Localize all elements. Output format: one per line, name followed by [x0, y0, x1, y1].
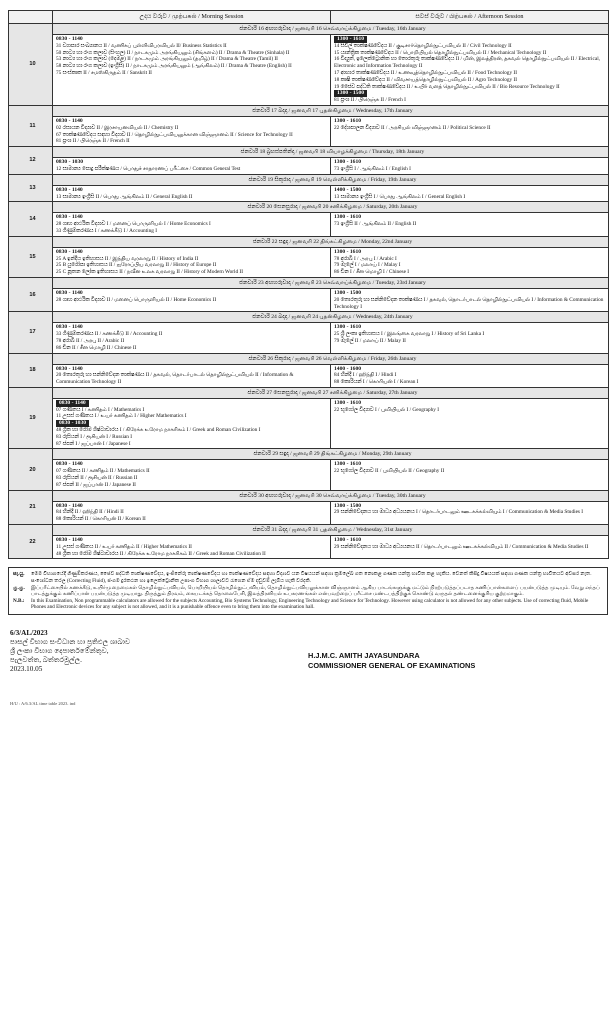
session-time: 0830 - 1140 [56, 186, 83, 193]
subject-entry: 87 ජපන් I / ஜப்பான் I / Japanese I [56, 440, 131, 447]
session-block-list [331, 289, 608, 311]
subject-entry: 25 A ඉන්දීය ඉතිහාසය II / இந்திய வரலாறு II / History of India II [56, 255, 199, 262]
morning-cell [53, 116, 331, 146]
date-band-row [9, 525, 609, 536]
subject-entry: 20 තොරතුරු හා සන්නිවේදන තාක්ෂණය I / தகவல், தொடர்பாடல் தொழில்நுட்பவியல் I / Information & Communication Technology I [334, 296, 604, 310]
date-band-row [9, 24, 609, 35]
subject-entry: 15 යාන්ත්‍රික තාක්ෂණවේදය II / பொறியியல் தொழில்நுட்பவியல் II / Mechanical Technology II [334, 49, 547, 56]
subject-entry: 88 කොරියන් I / கொரியன் I / Korean I [334, 379, 419, 386]
subject-entry: 16 විද්‍යුත්, ඉලෙක්ට්‍රොනික හා තොරතුරු තාක්ෂණවේදය II / மின், இலத்திரன், தகவல் தொழில்நுட்பவியல் II / Electrical, Electronic and Information Technology II [334, 56, 601, 70]
date-label: ජනවාරි 30 අඟහරුවාදා / ஜனவரி 30 செவ்வாய்க்கிழமை / Tuesday, 30th January [239, 492, 426, 499]
date-band [53, 174, 609, 185]
session-block-list [331, 365, 608, 387]
subject-entry: 22 භූගෝල විද්‍යාව I / புவியியல் I / Geography I [334, 406, 440, 413]
office-address [10, 629, 130, 674]
day-number: 14 [9, 202, 53, 236]
morning-cell [53, 460, 331, 490]
day-number: 13 [9, 174, 53, 202]
session-time: 1300 - 1610 [334, 461, 362, 468]
morning-cell [53, 35, 331, 106]
date-label: ජනවාරි 23 අඟහරුවාදා / ஜனவரி 23 செவ்வாய்க்கிழமை / Tuesday, 23rd January [239, 279, 426, 286]
subject-entry: 22 දේශපාලන විද්‍යාව II / அரசியல் விஞ்ஞானம் II / Political Science II [334, 124, 491, 131]
date-band-row [9, 236, 609, 247]
session-time: 1300 - 1610 [334, 248, 362, 255]
session-time: 0830 - 1140 [56, 461, 83, 468]
afternoon-cell [331, 185, 609, 202]
morning-cell [53, 213, 331, 236]
subject-entry: 79 මැලේ II / மலாய் II / Malay II [334, 337, 406, 344]
afternoon-cell [331, 35, 609, 106]
date-band [53, 387, 609, 398]
subject-entry: 11 උසස් ගණිතය II / உயர் கணிதம் II / Higher Mathematics II [56, 543, 192, 550]
morning-cell [53, 536, 331, 559]
signatory-title: COMMISSIONER GENERAL OF EXAMINATIONS [308, 661, 476, 670]
session-time: 0830 - 1140 [56, 214, 83, 221]
address-line-3: පැලවත්ත, බත්තරමුල්ල. [10, 656, 82, 664]
day-number: 20 [9, 449, 53, 490]
subject-entry: 07 ගණිතය II / கணிதம் II / Mathematics II [56, 468, 150, 475]
session-block-list [331, 213, 608, 229]
note-text: මෙම විභාගයේදී ගිණුම්කරණය, ජෛව පද්ධති තාක්ෂණවේදය, ඉංජිනේරු තාක්ෂණවේදය හා තාක්ෂණවේදය සඳහා විද්‍යාව යන විෂයයන් සඳහා ක්‍රමලේඛ ගත නොකළ ගණක යන්ත්‍ර භාවිත කළ හැකිය. වෙනත් කිසිදු විෂයයක් සඳහා ගණක යන්ත්‍ර භාවිතයට අවසර නැත. සංශෝධන තරල (Correcting Fluid), ජංගම දුරකථන හා ඉලෙක්ට්‍රොනික උපාංග විභාග ශාලාවට රැගෙන ඒම දඬුවම් ලැබිය හැකි වරදකි. [31, 571, 592, 585]
date-label: ජනවාරි 24 බදාදා / ஜனவரி 24 புதன்கிழமை / Wednesday, 24th January [252, 314, 413, 321]
subject-entry: 84 හින්දි II / ஹிந்தி II / Hindi II [56, 509, 124, 516]
morning-cell [53, 323, 331, 353]
session-block-list [53, 158, 330, 174]
afternoon-cell [331, 247, 609, 277]
session-time: 1300 - 1610 [334, 117, 362, 124]
session-block-list [53, 399, 330, 449]
day-number: 11 [9, 105, 53, 146]
subject-entry: 28 ගෘහ ආර්ථික විද්‍යාව I / மனைப் பொருளியல் I / Home Economics I [56, 221, 211, 228]
timetable [8, 10, 609, 559]
session-time: 0830 - 1140 [56, 502, 83, 509]
session-block-list [53, 536, 330, 558]
corner-cell [9, 11, 53, 24]
morning-cell [53, 247, 331, 277]
morning-cell [53, 501, 331, 524]
subject-entry: 87 ජපන් II / ஜப்பான் II / Japanese II [56, 481, 136, 488]
session-row [9, 536, 609, 559]
day-number: 21 [9, 490, 53, 524]
date-band-row [9, 105, 609, 116]
session-block-list [53, 460, 330, 489]
subject-entry: 73 ඉංග්‍රීසි II / ஆங்கிலம் II / English II [334, 221, 417, 228]
session-header-row [9, 11, 609, 24]
date-band [53, 353, 609, 364]
date-band-row [9, 449, 609, 460]
date-band [53, 490, 609, 501]
date-band [53, 525, 609, 536]
date-label: ජනවාරි 19 සිකුරාදා / ஜனவரி 19 வெள்ளிக்கிழமை / Friday, 19th January [248, 176, 417, 183]
subject-entry: 86 චීන I / சீன மொழி I / Chinese I [334, 269, 410, 276]
timetable-sheet [8, 10, 608, 709]
session-time: 1300 - 1610 [334, 324, 362, 331]
subject-entry: 14 සිවිල් තාක්ෂණවේදය II / குடிசார்தொழில்நுட்பவியல் II / Civil Technology II [334, 42, 512, 49]
date-band [53, 312, 609, 323]
session-block-list [331, 35, 608, 105]
date-band [53, 147, 609, 158]
subject-entry: 07 ගණිතය I / கணிதம் I / Mathematics I [56, 406, 145, 413]
session-time: 0830 - 1140 [56, 400, 89, 407]
afternoon-cell [331, 116, 609, 146]
subject-entry: 53 නාට්‍ය හා රංග කලාව (දෙමළ) II / நாடகமும் அரங்கியலும் (தமிழ்) II / Drama & Theatre (Tamil) II [56, 56, 278, 63]
subject-entry: 22 භූගෝල විද්‍යාව II / புவியியல் II / Geography II [334, 468, 445, 475]
signatory-name: H.J.M.C. AMITH JAYASUNDARA [308, 651, 420, 660]
date-band-row [9, 387, 609, 398]
session-time: 0830 - 1140 [56, 365, 83, 372]
subject-entry: 25 ශ්‍රී ලංකා ඉතිහාසය I / இலங்கை வரலாறு I / History of Sri Lanka I [334, 331, 485, 338]
subject-entry: 84 හින්දි I / ஹிந்தி I / Hindi I [334, 372, 397, 379]
subject-entry: 13 සාමාන්‍ය ඉංග්‍රීසි II / பொது ஆங்கிலம் II / General English II [56, 193, 193, 200]
date-label: ජනවාරි 31 බදාදා / ஜனவரி 31 புதன்கிழமை / Wednesday, 31st January [252, 527, 413, 534]
session-time: 1300 - 1610 [334, 399, 362, 406]
session-time: 0830 - 1140 [56, 324, 83, 331]
subject-entry: 81 ප්‍රංශ II / பிரெஞ்சு II / French II [56, 138, 130, 145]
subject-entry: 28 ගෘහ ආර්ථික විද්‍යාව II / மனைப் பொருளியல் II / Home Economics II [56, 296, 217, 303]
afternoon-cell [331, 398, 609, 449]
morning-cell [53, 185, 331, 202]
session-block-list [53, 213, 330, 235]
session-time: 1300 - 1610 [334, 159, 362, 166]
date-label: ජනවාරි 27 සෙනසුරාදා / ஜனவரி 27 சனிக்கிழமை / Saturday, 27th January [247, 389, 418, 396]
session-block-list [53, 186, 330, 202]
morning-cell [53, 158, 331, 175]
subject-entry: 88 කොරියන් II / கொரியன் II / Korean II [56, 516, 146, 523]
session-time: 1300 - 1500 [334, 289, 362, 296]
date-label: ජනවාරි 29 සඳුදා / ஜனவரி 29 திங்கட்கிழமை / Monday, 29th January [253, 451, 412, 458]
session-time: 1300 - 1610 [334, 214, 362, 221]
date-band-row [9, 353, 609, 364]
session-block-list [331, 399, 608, 415]
session-block-list [53, 35, 330, 78]
subject-entry: 83 රුසියන් II / ரூசியன் II / Russian II [56, 475, 138, 482]
morning-session-header: උදය වරුව / முற்பகல் / Morning Session [53, 11, 331, 24]
session-row [9, 364, 609, 387]
signatory [308, 651, 475, 671]
subject-entry: 58 නාට්‍ය හා රංග කලාව (ඉංග්‍රීසි) II / நாடகமும் அரங்கியலும் (ஆங்கிலம்) II / Drama & Theatre (English) II [56, 63, 292, 70]
subject-entry: 19 ජෛව පද්ධති තාක්ෂණවේදය II / உயிர் வளத் தொழில்நுட்பவியல் II / Bio Resource Technology II [334, 83, 560, 90]
session-time: 0830 - 1140 [56, 289, 83, 296]
morning-cell [53, 364, 331, 387]
subject-entry: 31 ව්‍යාපාර සංඛ්‍යානය II / வணிகப் புள்ளிவிபரவியல் II/ Business Statistics II [56, 42, 227, 49]
afternoon-session-header: සවස් වරුව / பிற்பகல் / Afternoon Session [331, 11, 609, 24]
subject-entry: 12 සාමාන්‍ය පොදු පරීක්ෂණය / பொதுச் சாதாரணப் பரீட்சை / Common General Test [56, 165, 241, 172]
session-block-list [53, 289, 330, 305]
subject-entry: 83 රුසියන් I / ரூசியன் I / Russian I [56, 433, 133, 440]
date-band-row [9, 277, 609, 288]
session-time: 1300 - 1500 [334, 502, 362, 509]
session-block-list [331, 536, 608, 552]
afternoon-cell [331, 536, 609, 559]
session-time: 1400 - 1500 [334, 186, 362, 193]
afternoon-cell [331, 213, 609, 236]
issue-date: 2023.10.05 [10, 665, 43, 673]
session-row [9, 288, 609, 311]
date-band [53, 277, 609, 288]
session-row [9, 501, 609, 524]
subject-entry: 86 චීන II / சீன மொழி II / Chinese II [56, 344, 137, 351]
date-label: ජනවාරි 16 අඟහරුවාදා / ஜனவரி 16 செவ்வாய்க்கிழமை / Tuesday, 16th January [239, 26, 426, 32]
day-number: 17 [9, 312, 53, 353]
session-block-list [53, 365, 330, 387]
session-block-list [331, 117, 608, 133]
date-band [53, 24, 609, 35]
afternoon-cell [331, 364, 609, 387]
subject-entry: 29 සන්නිවේදනය හා මාධ්‍ය අධ්‍යයනය I / தொடர்பாடலும் ஊடகக்கல்வியும் I / Communication & Media Studies I [334, 509, 584, 516]
morning-cell [53, 398, 331, 449]
afternoon-cell [331, 158, 609, 175]
subject-entry: 81 ප්‍රංශ II / பிரெஞ்சு II / French I [334, 97, 406, 104]
session-block-list [331, 186, 608, 202]
subject-entry: 29 සන්නිවේදනය හා මාධ්‍ය අධ්‍යයනය II / தொடர்பாடலும் ஊடகக்கல்வியும் II / Communication & Media Studies II [334, 543, 589, 550]
date-band [53, 105, 609, 116]
subject-entry: 20 තොරතුරු හා සන්නිවේදන තාක්ෂණය II / தகவல், தொடர்பாடல் தொழில்நுட்பவியல் II / Information & Communication Technology II [56, 372, 294, 386]
session-time: 1300 - 1500 [334, 90, 367, 97]
day-number: 10 [9, 24, 53, 106]
session-block-list [331, 502, 608, 518]
date-label: ජනවාරි 18 බ්‍රහස්පතින්දා / ஜனவரி 18 வியாழக்கிழமை / Thursday, 18th January [240, 149, 425, 156]
subject-entry: 33 ගිණුම්කරණය II / கணக்கீடு II / Accounting II [56, 331, 163, 338]
date-band-row [9, 174, 609, 185]
session-row [9, 213, 609, 236]
date-label: ජනවාරි 20 සෙනසුරාදා / ஜனவரி 20 சனிக்கிழமை / Saturday, 20th January [247, 204, 418, 211]
session-time: 0830 - 1030 [56, 420, 89, 427]
date-band [53, 236, 609, 247]
session-time: 0830 - 1030 [56, 159, 84, 166]
subject-entry: 33 ගිණුම්කරණය I / கணக்கீடு I / Accounting I [56, 227, 157, 234]
session-time: 0830 - 1140 [56, 36, 83, 42]
afternoon-cell [331, 501, 609, 524]
session-row [9, 247, 609, 277]
session-row [9, 158, 609, 175]
day-number: 12 [9, 147, 53, 175]
session-time: 1300 - 1610 [334, 36, 367, 43]
subject-entry: 48 ග්‍රීක හා රෝම ශිෂ්ටාචාරය II / கிரேக்க உரோம நாகரிகம் II / Greek and Roman Civilization II [56, 550, 266, 557]
afternoon-cell [331, 323, 609, 353]
morning-cell [53, 288, 331, 311]
session-block-list [331, 460, 608, 476]
note-row [13, 598, 603, 611]
note-text: In this Examination, Non programmable calculators are allowed for the subjects Accounting, Bio Systems Technology, Engineering Technology and Science for Technology. However using calculator is not allowed for any other subjects. Use of correcting fluid, Mobile Phones and Electronic devices for any subject is not allowed, and it is a punishable offence even to bring them into the examination hall. [31, 597, 589, 611]
session-time: 1400 - 1600 [334, 365, 362, 372]
day-number: 19 [9, 387, 53, 449]
subject-entry: 18 කෘෂි තාක්ෂණවේදය II / விவசாயத்தொழில்நுட்பவியல் II / Agro Technology II [334, 76, 518, 83]
date-band [53, 202, 609, 213]
file-reference: H/U : A/6.3/AL time table 2023. ind [10, 701, 76, 706]
day-number: 15 [9, 236, 53, 277]
subject-entry: 13 සාමාන්‍ය ඉංග්‍රීසි I / பொது ஆங்கிலம் I / General English I [334, 193, 466, 200]
date-label: ජනවාරි 17 බදාදා / ஜனவரி 17 புதன்கிழமை / Wednesday, 17th January [252, 107, 413, 114]
subject-entry: 79 මැලේ I / மலாய் I / Malay I [334, 262, 401, 269]
day-number: 16 [9, 277, 53, 311]
date-label: ජනවාරි 26 සිකුරාදා / ஜனவரி 26 வெள்ளிக்கிழமை / Friday, 26th January [248, 355, 417, 362]
afternoon-cell [331, 460, 609, 490]
note-text: இப்பரீட்சையில் கணக்கீடு, உயிர்முறைமைகள் தொழில்நுட்பவியல், பொறியியல் தொழில்நுட்பவியல், தொழில்நுட்பவியலுக்கான விஞ்ஞானம் ஆகிய பாடங்களுக்கு மட்டும் நிரற்படுத்தப்படாத கணிப்பான்களைப் பயன்படுத்த முடியும். வேறு எந்தப் பாடத்துக்கும் கணிப்பான் பயன்படுத்த முடியாது. திருத்தும் திரவம், கையடக்கத் தொலைபேசி, இலத்திரனியல் உபகரணங்கள் என்பவற்றைப் பரீட்சை மண்டபத்திற்குக் கொண்டு வருதல் தண்டனைக்குரிய குற்றமாகும். [31, 584, 600, 598]
notes-box [8, 567, 608, 615]
note-label: N.B.: [13, 597, 25, 604]
subject-entry: 48 ග්‍රීක හා රෝම ශිෂ්ටාචාරය I / கிரேக்க உரோம நாகரிகம் I / Greek and Roman Civilization I [56, 427, 261, 434]
session-block-list [53, 502, 330, 524]
reference-number: 6/3/AL/2023 [10, 629, 48, 637]
note-label: கு.கு. [13, 584, 25, 591]
session-row [9, 116, 609, 146]
session-row [9, 35, 609, 106]
afternoon-cell [331, 288, 609, 311]
date-label: ජනවාරි 22 සඳුදා / ஜனவரி 22 திங்கட்கிழமை / Monday, 22nd January [252, 238, 413, 245]
session-row [9, 323, 609, 353]
session-block-list [331, 158, 608, 174]
note-row [13, 585, 603, 598]
address-line-1: පාසල් විභාග සංවිධාන හා ප්‍රතිඵල ශාඛාව [10, 638, 131, 646]
subject-entry: 78 අරාබි II / அரபு II / Arabic II [56, 337, 125, 344]
session-row [9, 460, 609, 490]
address-line-2: ශ්‍රී ලංකා විභාග දෙපාර්තමේන්තුව, [10, 647, 109, 655]
subject-entry: 73 ඉංග්‍රීසි I / ஆங்கிலம் I / English I [334, 165, 411, 172]
session-time: 1300 - 1610 [334, 537, 362, 544]
date-band-row [9, 202, 609, 213]
session-block-list [53, 323, 330, 352]
subject-entry: 25 C නූතන ලෝක ඉතිහාසය II / நவீன உலக வரலாறு II / History of Modern World II [56, 269, 243, 276]
date-band-row [9, 490, 609, 501]
date-band-row [9, 312, 609, 323]
session-row [9, 398, 609, 449]
footer [8, 629, 608, 709]
session-time: 0830 - 1140 [56, 248, 83, 255]
note-label: සැ.යු. [13, 571, 25, 578]
note-row [13, 571, 603, 584]
subject-entry: 25 B යුරෝපා ඉතිහාසය II / ஐரோப்பிய வரலாறு II / History of Europe II [56, 262, 217, 269]
session-row [9, 185, 609, 202]
date-band-row [9, 147, 609, 158]
subject-entry: 50 නාට්‍ය හා රංග කලාව (සිංහල) II / நாடகமும் அரங்கியலும் (சிங்களம்) II / Drama & Theatre (Sinhala) II [56, 49, 290, 56]
session-time: 0830 - 1140 [56, 117, 83, 124]
session-block-list [53, 117, 330, 146]
date-band [53, 449, 609, 460]
day-number: 22 [9, 525, 53, 559]
subject-entry: 75 සංස්කෘත II / சமஸ்கிருதம் II / Sanskrit II [56, 69, 152, 76]
subject-entry: 78 අරාබි I / அரபு I / Arabic I [334, 255, 397, 262]
session-block-list [53, 248, 330, 277]
session-time: 0830 - 1140 [56, 537, 83, 544]
subject-entry: 02 රසායන විද්‍යාව II / இரசாயனவியல் II / Chemistry II [56, 124, 179, 131]
day-number: 18 [9, 353, 53, 387]
subject-entry: 67 තාක්ෂණවේදය සඳහා විද්‍යාව II / தொழில்நுட்பவியலுக்கான விஞ்ஞானம் II / Science for Technology II [56, 131, 293, 138]
subject-entry: 11 උසස් ගණිතය I / உயர் கணிதம் I / Higher Mathematics I [56, 413, 187, 420]
session-block-list [331, 323, 608, 345]
session-block-list [331, 248, 608, 277]
subject-entry: 17 ආහාර තාක්ෂණවේදය II / உணவுத்தொழில்நுட்பவியல் II / Food Technology II [334, 69, 517, 76]
